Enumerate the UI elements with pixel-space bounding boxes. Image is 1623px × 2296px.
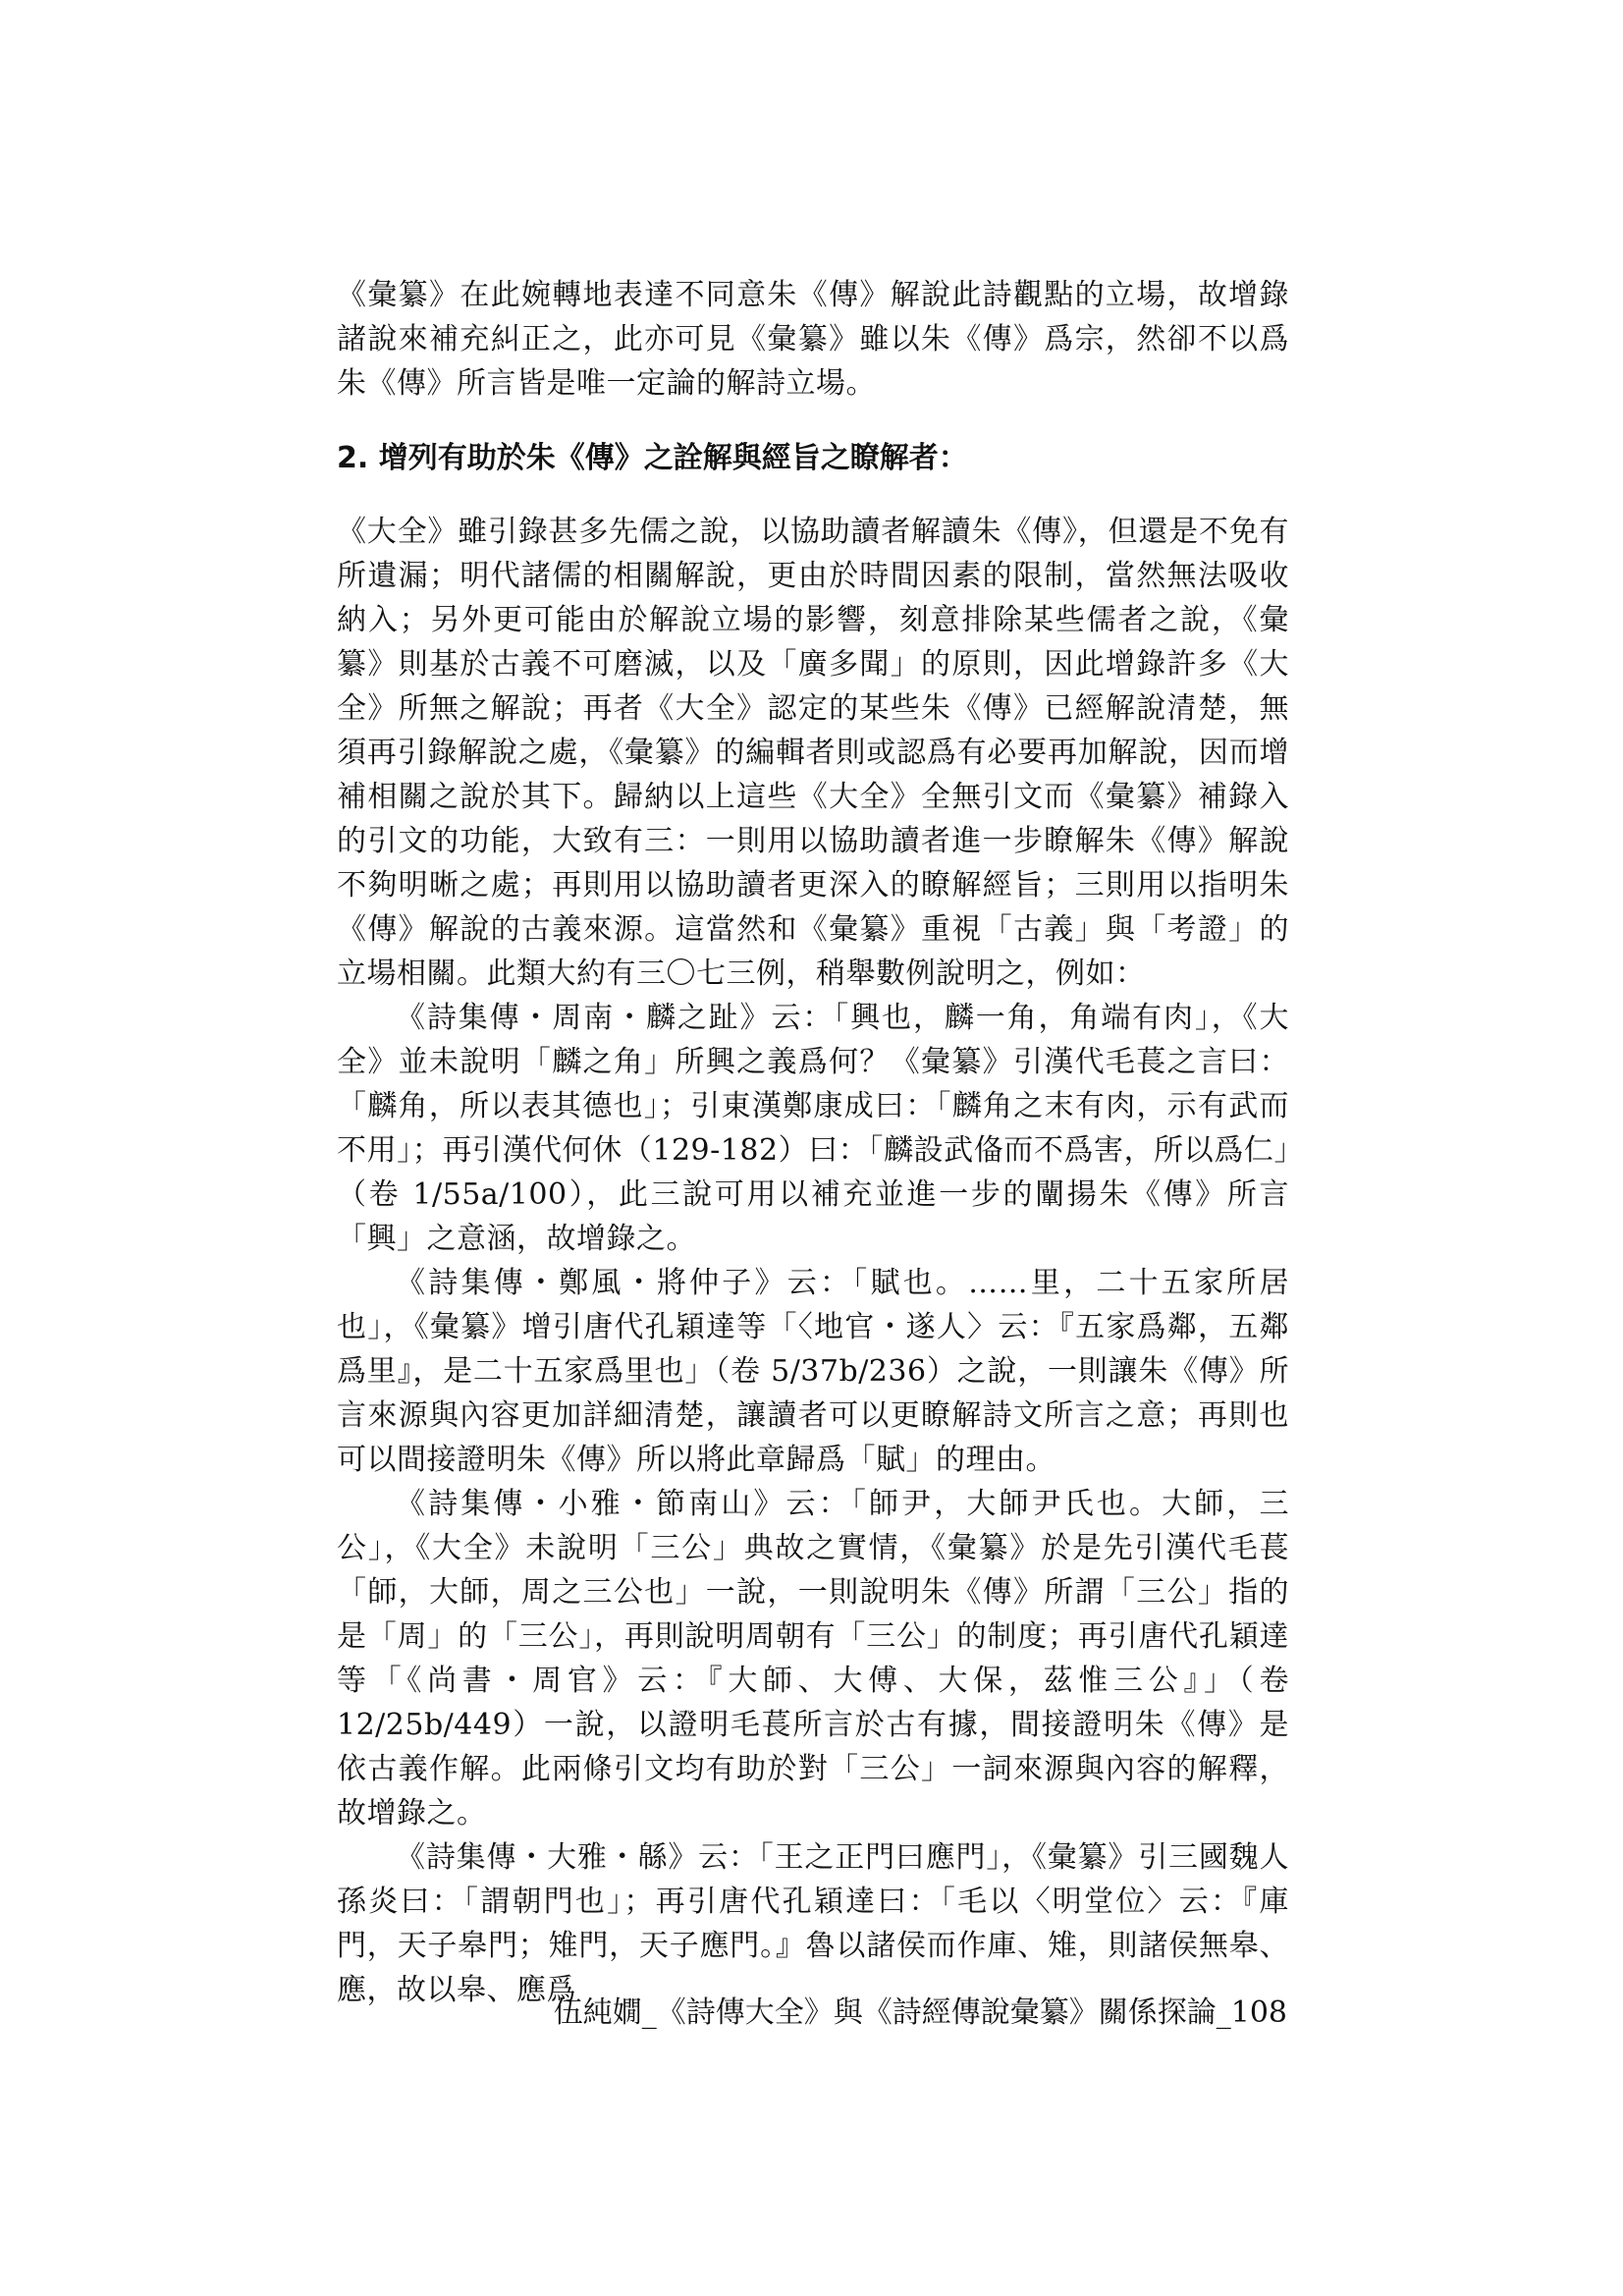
example-paragraph-2: 《詩集傳・鄭風・將仲子》云：「賦也。……里，二十五家所居也」，《彙纂》增引唐代孔穎達等「〈地官・遂人〉云：『五家爲鄰，五鄰爲里』，是二十五家爲里也」（卷 5/37b/236）之說，一則讓朱《傳》所言來源與內容更加詳細清楚，讓讀者可以更瞭解詩文所言之意；再則也可以間接證明朱《傳》所以將此章歸爲「賦」的理由。: [337, 1266, 1289, 1477]
example-paragraph-1: 《詩集傳・周南・麟之趾》云：「興也，麟一角，角端有肉」，《大全》並未說明「麟之角」所興之義爲何？《彙纂》引漢代毛萇之言曰：「麟角，所以表其德也」；引東漢鄭康成曰：「麟角之末有肉，示有武而不用」；再引漢代何休（129-182）曰：「麟設武俻而不爲害，所以爲仁」（卷 1/55a/100），此三說可用以補充並進一步的闡揚朱《傳》所言「興」之意涵，故增錄之。: [337, 1001, 1289, 1256]
section-heading: 2. 增列有助於朱《傳》之詮解與經旨之瞭解者：: [337, 441, 968, 475]
section-intro-paragraph: 《大全》雖引錄甚多先儒之說，以協助讀者解讀朱《傳》，但還是不免有所遺漏；明代諸儒的相關解說，更由於時間因素的限制，當然無法吸收納入；另外更可能由於解說立場的影響，刻意排除某些儒者之說，《彙纂》則基於古義不可磨滅，以及「廣多聞」的原則，因此增錄許多《大全》所無之解說；再者《大全》認定的某些朱《傳》已經解說清楚，無須再引錄解說之處，《彙纂》的編輯者則或認爲有必要再加解說，因而增補相關之說於其下。歸納以上這些《大全》全無引文而《彙纂》補錄入的引文的功能，大致有三：一則用以協助讀者進一步瞭解朱《傳》解說不夠明晰之處；再則用以協助讀者更深入的瞭解經旨；三則用以指明朱《傳》解說的古義來源。這當然和《彙纂》重視「古義」與「考證」的立場相關。此類大約有三〇七三例，稍舉數例說明之，例如：: [337, 515, 1289, 991]
body-text: [337, 273, 1289, 2012]
example-paragraph-3: 《詩集傳・小雅・節南山》云：「師尹，大師尹氏也。大師，三公」，《大全》未說明「三公」典故之實情，《彙纂》於是先引漢代毛萇「師，大師，周之三公也」一說，一則說明朱《傳》所謂「三公」指的是「周」的「三公」，再則說明周朝有「三公」的制度；再引唐代孔穎達等「《尚書・周官》云：『大師、大傅、大保，茲惟三公』」（卷 12/25b/449）一說，以證明毛萇所言於古有據，間接證明朱《傳》是依古義作解。此兩條引文均有助於對「三公」一詞來源與內容的解釋，故增錄之。: [337, 1487, 1289, 1831]
page-footer: 伍純嫺_《詩傳大全》與《詩經傳說彙纂》關係探論_108: [553, 1995, 1287, 2030]
intro-paragraph: 《彙纂》在此婉轉地表達不同意朱《傳》解說此詩觀點的立場，故增錄諸說來補充糾正之，此亦可見《彙纂》雖以朱《傳》爲宗，然卻不以爲朱《傳》所言皆是唯一定論的解詩立場。: [337, 278, 1289, 401]
example-paragraph-4: 《詩集傳・大雅・緜》云：「王之正門曰應門」，《彙纂》引三國魏人孫炎曰：「謂朝門也」；再引唐代孔穎達曰：「毛以〈明堂位〉云：『庫門，天子皋門；雉門，天子應門。』魯以諸侯而作庫、雉，則諸侯無皋、應，故以皋、應爲: [337, 1840, 1289, 2007]
